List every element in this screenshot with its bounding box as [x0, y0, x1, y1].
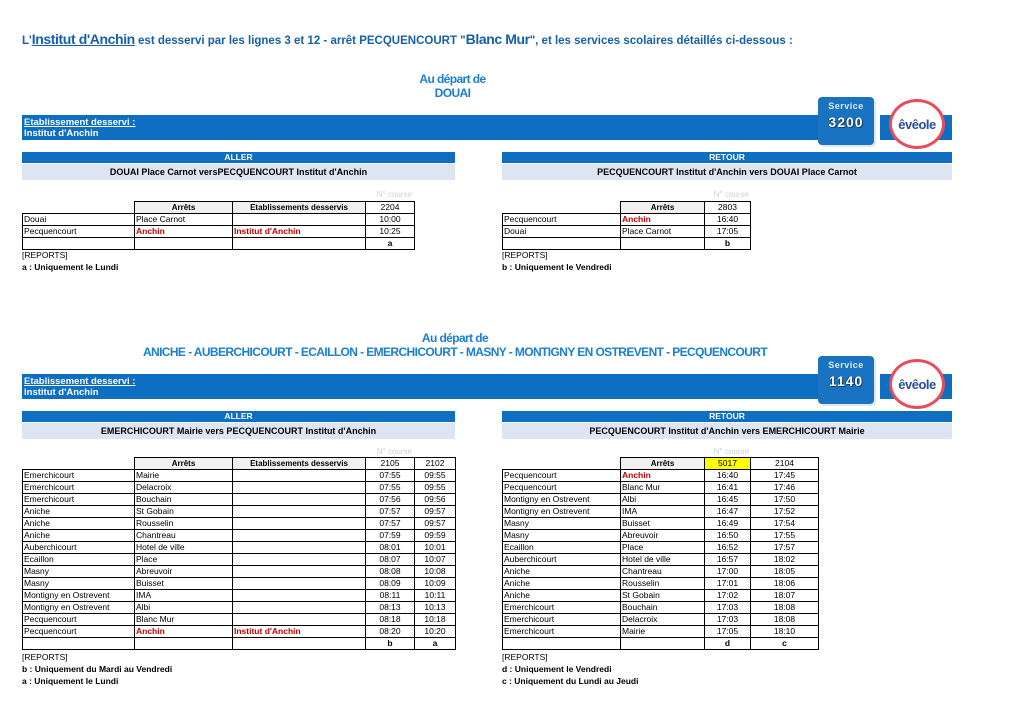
cell-time: 18:08	[751, 614, 819, 626]
note-b: b : Uniquement le Vendredi	[502, 262, 612, 272]
cell-arret: Delacroix	[135, 482, 233, 494]
cell-time: 17:46	[751, 482, 819, 494]
cell-time: 10:01	[415, 542, 456, 554]
blank-cell	[503, 638, 621, 650]
code-row	[503, 238, 751, 250]
col-etab: Etablissements desservis	[233, 202, 366, 214]
cell-commune: Emerchicourt	[503, 602, 621, 614]
retour-header-2	[502, 411, 952, 422]
reports-label: [REPORTS]	[22, 250, 68, 260]
table-row	[503, 482, 819, 494]
blank-cell	[621, 638, 705, 650]
ncourse-text: N° course	[713, 190, 749, 199]
cell-time: 07:57	[366, 506, 415, 518]
blank-cell	[135, 638, 233, 650]
eveole-logo	[889, 99, 945, 149]
cell-time: 17:05	[705, 226, 751, 238]
cell-commune: Emerchicourt	[23, 494, 135, 506]
cell-time: 09:56	[415, 494, 456, 506]
cell-etab: Institut d'Anchin	[233, 626, 366, 638]
departure-city: DOUAI	[434, 86, 471, 100]
cell-time: 09:55	[415, 470, 456, 482]
cell-commune: Douai	[503, 226, 621, 238]
cell-arret: Rousselin	[621, 578, 705, 590]
cell-time: 07:55	[366, 470, 415, 482]
cell-etab	[233, 494, 366, 506]
table-row	[503, 626, 819, 638]
retour-table-2	[502, 457, 819, 650]
cell-etab	[233, 542, 366, 554]
table-row	[23, 554, 456, 566]
cell-arret: Anchin	[135, 626, 233, 638]
table-row	[503, 590, 819, 602]
course-number: 2803	[705, 202, 751, 214]
table-row	[23, 482, 456, 494]
table-row	[23, 614, 456, 626]
cell-time: 09:55	[415, 482, 456, 494]
etablissement-label: Etablissement desservi :	[24, 376, 136, 387]
table-row	[503, 470, 819, 482]
title-school: Institut d'Anchin	[31, 31, 135, 47]
cell-commune: Montigny en Ostrevent	[503, 494, 621, 506]
cell-commune: Aniche	[503, 578, 621, 590]
cell-time: 08:13	[366, 602, 415, 614]
cell-time: 17:01	[705, 578, 751, 590]
cell-time: 16:57	[705, 554, 751, 566]
cell-arret: Bouchain	[621, 602, 705, 614]
ncourse-text: N° course	[376, 190, 412, 199]
cell-time: 16:45	[705, 494, 751, 506]
table-row	[503, 506, 819, 518]
cell-arret: Abreuvoir	[621, 530, 705, 542]
cell-arret: Chantreau	[621, 566, 705, 578]
cell-time: 16:52	[705, 542, 751, 554]
cell-etab	[233, 214, 366, 226]
cell-arret: Place	[135, 554, 233, 566]
table-row	[503, 614, 819, 626]
cell-time: 18:07	[751, 590, 819, 602]
etablissement-bar-1	[22, 115, 818, 140]
service-badge-1140	[818, 356, 874, 404]
cell-commune: Pecquencourt	[23, 626, 135, 638]
cell-commune: Douai	[23, 214, 135, 226]
aller-notes-2	[22, 651, 172, 687]
cell-arret: Place Carnot	[135, 214, 233, 226]
cell-arret: Buisset	[621, 518, 705, 530]
etablissement-label: Etablissement desservi :	[24, 117, 136, 128]
cell-arret: Abreuvoir	[135, 566, 233, 578]
departure-heading-douai	[380, 72, 525, 100]
cell-time: 17:03	[705, 614, 751, 626]
cell-arret: St Gobain	[135, 506, 233, 518]
cell-time: 08:11	[366, 590, 415, 602]
table-row	[23, 602, 456, 614]
cell-etab	[233, 482, 366, 494]
table-row	[23, 578, 456, 590]
aller-header-1	[22, 152, 455, 163]
aller-table-2	[22, 457, 456, 650]
cell-arret: Albi	[621, 494, 705, 506]
table-row	[23, 494, 456, 506]
table-row	[503, 554, 819, 566]
cell-time: 09:57	[415, 506, 456, 518]
eveole-logo	[889, 359, 945, 409]
cell-etab	[233, 506, 366, 518]
table-row	[503, 542, 819, 554]
cell-arret: Anchin	[621, 470, 705, 482]
cell-commune: Montigny en Ostrevent	[23, 602, 135, 614]
cell-commune: Emerchicourt	[23, 470, 135, 482]
cell-time: 16:40	[705, 214, 751, 226]
cell-time: 08:18	[366, 614, 415, 626]
cell-etab	[233, 566, 366, 578]
col-etab: Etablissements desservis	[233, 458, 366, 470]
table-row	[23, 226, 415, 238]
ncourse-text: N° course	[376, 447, 412, 456]
cell-etab	[233, 518, 366, 530]
cell-etab	[233, 590, 366, 602]
note-d: d : Uniquement le Vendredi	[502, 664, 612, 674]
aller-route-2	[22, 423, 455, 439]
cell-time: 10:20	[415, 626, 456, 638]
cell-time: 16:50	[705, 530, 751, 542]
title-suffix: ", et les services scolaires détaillés ci-dessous :	[529, 35, 793, 47]
course-number: 2102	[415, 458, 456, 470]
cell-commune: Montigny en Ostrevent	[23, 590, 135, 602]
cell-code: b	[366, 638, 415, 650]
code-row	[23, 638, 456, 650]
cell-time: 18:10	[751, 626, 819, 638]
cell-time: 17:02	[705, 590, 751, 602]
blank-cell	[503, 458, 621, 470]
cell-time: 07:57	[366, 518, 415, 530]
retour-notes-2	[502, 651, 638, 687]
table-row	[23, 542, 456, 554]
aller-label: ALLER	[224, 411, 253, 421]
cell-etab	[233, 530, 366, 542]
cell-commune: Masny	[23, 566, 135, 578]
cell-arret: Delacroix	[621, 614, 705, 626]
cell-arret: Place Carnot	[621, 226, 705, 238]
title-prefix: L'	[22, 35, 32, 47]
table-row	[23, 506, 456, 518]
service-number: 1140	[828, 373, 864, 389]
course-number: 2204	[366, 202, 415, 214]
retour-header-1	[502, 152, 952, 163]
ncourse-text: N° course	[713, 447, 749, 456]
cell-etab	[233, 602, 366, 614]
retour-table-1	[502, 201, 751, 250]
reports-label: [REPORTS]	[502, 652, 548, 662]
cell-arret: Anchin	[621, 214, 705, 226]
cell-commune: Montigny en Ostrevent	[503, 506, 621, 518]
cell-time: 17:00	[705, 566, 751, 578]
cell-etab: Institut d'Anchin	[233, 226, 366, 238]
table-row	[503, 494, 819, 506]
logo-text: êvêole	[898, 376, 936, 392]
logo-text: êvêole	[898, 116, 936, 132]
cell-time: 17:57	[751, 542, 819, 554]
etablissement-value: Institut d'Anchin	[24, 387, 99, 398]
cell-code: d	[705, 638, 751, 650]
cell-arret: Mairie	[135, 470, 233, 482]
departure-label: Au départ de	[419, 72, 486, 86]
cell-code: c	[751, 638, 819, 650]
course-number: 2104	[751, 458, 819, 470]
cell-arret: Place	[621, 542, 705, 554]
cell-time: 10:13	[415, 602, 456, 614]
blank-cell	[23, 458, 135, 470]
cell-arret: IMA	[135, 590, 233, 602]
cell-time: 07:56	[366, 494, 415, 506]
reports-label: [REPORTS]	[22, 652, 68, 662]
cell-etab	[233, 578, 366, 590]
cell-code: a	[415, 638, 456, 650]
cell-commune: Ecaillon	[503, 542, 621, 554]
retour-label: RETOUR	[709, 411, 745, 421]
cell-commune: Pecquencourt	[503, 470, 621, 482]
cell-time: 17:03	[705, 602, 751, 614]
cell-commune: Aniche	[23, 506, 135, 518]
cell-time: 07:55	[366, 482, 415, 494]
table-row	[503, 602, 819, 614]
cell-time: 17:50	[751, 494, 819, 506]
cell-time: 17:45	[751, 470, 819, 482]
service-badge-3200	[818, 97, 874, 145]
table-row	[23, 470, 456, 482]
cell-commune: Auberchicourt	[23, 542, 135, 554]
cell-arret: Blanc Mur	[135, 614, 233, 626]
cell-time: 10:09	[415, 578, 456, 590]
ncourse-label	[365, 190, 412, 199]
cell-arret: Hotel de ville	[135, 542, 233, 554]
departure-heading-communes	[60, 331, 850, 359]
cell-commune: Emerchicourt	[503, 614, 621, 626]
cell-code: a	[366, 238, 415, 250]
cell-time: 16:47	[705, 506, 751, 518]
reports-label: [REPORTS]	[502, 250, 548, 260]
cell-arret: Mairie	[621, 626, 705, 638]
cell-commune: Pecquencourt	[503, 482, 621, 494]
aller-table-1	[22, 201, 415, 250]
cell-time: 08:01	[366, 542, 415, 554]
cell-commune: Masny	[23, 578, 135, 590]
aller-notes-1	[22, 249, 118, 273]
cell-commune: Emerchicourt	[503, 626, 621, 638]
col-arrets: Arrêts	[621, 458, 705, 470]
cell-commune: Aniche	[23, 518, 135, 530]
cell-arret: Buisset	[135, 578, 233, 590]
cell-time: 17:05	[705, 626, 751, 638]
service-label: Service	[828, 101, 864, 111]
route-label: DOUAI Place Carnot versPECQUENCOURT Institut d'Anchin	[109, 167, 368, 177]
title-middle: est desservi par les lignes 3 et 12 - arrêt PECQUENCOURT "	[134, 35, 466, 47]
etablissement-value: Institut d'Anchin	[24, 128, 99, 139]
cell-time: 16:41	[705, 482, 751, 494]
cell-arret: Bouchain	[135, 494, 233, 506]
retour-notes-1	[502, 249, 612, 273]
cell-time: 17:52	[751, 506, 819, 518]
cell-commune: Pecquencourt	[23, 614, 135, 626]
retour-route-1	[502, 164, 952, 180]
table-row	[503, 214, 751, 226]
table-row	[23, 214, 415, 226]
blank-cell	[233, 638, 366, 650]
route-label: EMERCHICOURT Mairie vers PECQUENCOURT Institut d'Anchin	[100, 426, 377, 436]
cell-time: 08:07	[366, 554, 415, 566]
table-row	[503, 518, 819, 530]
blank-cell	[23, 638, 135, 650]
table-row	[23, 566, 456, 578]
cell-arret: Hotel de ville	[621, 554, 705, 566]
cell-arret: Chantreau	[135, 530, 233, 542]
cell-etab	[233, 554, 366, 566]
table-row	[503, 578, 819, 590]
ncourse-label	[702, 190, 749, 199]
course-number: 5017	[705, 458, 751, 470]
ncourse-label	[702, 447, 749, 456]
etablissement-bar-2	[22, 374, 818, 399]
cell-etab	[233, 614, 366, 626]
table-row	[503, 226, 751, 238]
note-a: a : Uniquement le Lundi	[22, 676, 119, 686]
page-title	[22, 31, 793, 47]
aller-header-2	[22, 411, 455, 422]
cell-arret: Anchin	[135, 226, 233, 238]
table-row	[23, 590, 456, 602]
cell-time: 09:57	[415, 518, 456, 530]
cell-time: 17:55	[751, 530, 819, 542]
aller-route-1	[22, 164, 455, 180]
col-arrets: Arrêts	[621, 202, 705, 214]
cell-commune: Ecaillon	[23, 554, 135, 566]
retour-route-2	[502, 423, 952, 439]
aller-label: ALLER	[224, 152, 253, 162]
cell-commune: Aniche	[503, 566, 621, 578]
cell-arret: Blanc Mur	[621, 482, 705, 494]
cell-time: 10:25	[366, 226, 415, 238]
title-stop: Blanc Mur	[465, 31, 530, 47]
col-arrets: Arrêts	[135, 458, 233, 470]
cell-arret: Albi	[135, 602, 233, 614]
note-b: b : Uniquement du Mardi au Vendredi	[22, 664, 173, 674]
cell-arret: IMA	[621, 506, 705, 518]
cell-time: 18:08	[751, 602, 819, 614]
service-label: Service	[828, 360, 864, 370]
cell-commune: Aniche	[23, 530, 135, 542]
table-row	[23, 626, 456, 638]
note-a: a : Uniquement le Lundi	[22, 262, 119, 272]
route-label: PECQUENCOURT Institut d'Anchin vers DOUAI Place Carnot	[597, 167, 857, 177]
cell-time: 10:18	[415, 614, 456, 626]
cell-time: 07:59	[366, 530, 415, 542]
code-row	[23, 238, 415, 250]
cell-time: 17:54	[751, 518, 819, 530]
cell-commune: Pecquencourt	[23, 226, 135, 238]
cell-time: 18:02	[751, 554, 819, 566]
cell-time: 16:40	[705, 470, 751, 482]
cell-arret: Rousselin	[135, 518, 233, 530]
cell-code: b	[705, 238, 751, 250]
note-c: c : Uniquement du Lundi au Jeudi	[502, 676, 639, 686]
cell-commune: Emerchicourt	[23, 482, 135, 494]
cell-time: 08:09	[366, 578, 415, 590]
table-row	[23, 530, 456, 542]
service-number: 3200	[828, 114, 864, 130]
table-row	[503, 566, 819, 578]
table-row	[503, 530, 819, 542]
cell-time: 10:07	[415, 554, 456, 566]
cell-time: 16:49	[705, 518, 751, 530]
departure-label: Au départ de	[421, 331, 489, 345]
retour-label: RETOUR	[709, 152, 745, 162]
cell-time: 10:08	[415, 566, 456, 578]
table-row	[23, 518, 456, 530]
cell-time: 08:20	[366, 626, 415, 638]
cell-time: 10:00	[366, 214, 415, 226]
course-number: 2105	[366, 458, 415, 470]
col-arrets: Arrêts	[135, 202, 233, 214]
cell-commune: Pecquencourt	[503, 214, 621, 226]
cell-time: 10:11	[415, 590, 456, 602]
cell-time: 09:59	[415, 530, 456, 542]
cell-time: 18:05	[751, 566, 819, 578]
cell-commune: Masny	[503, 530, 621, 542]
ncourse-label	[365, 447, 412, 456]
cell-etab	[233, 470, 366, 482]
cell-time: 18:06	[751, 578, 819, 590]
code-row	[503, 638, 819, 650]
cell-commune: Auberchicourt	[503, 554, 621, 566]
route-label: PECQUENCOURT Institut d'Anchin vers EMERCHICOURT Mairie	[589, 426, 865, 436]
cell-time: 08:08	[366, 566, 415, 578]
cell-commune: Aniche	[503, 590, 621, 602]
cell-arret: St Gobain	[621, 590, 705, 602]
cell-commune: Masny	[503, 518, 621, 530]
departure-city: ANICHE - AUBERCHICOURT - ECAILLON - EMERCHICOURT - MASNY - MONTIGNY EN OSTREVENT - PECQUENCOURT	[142, 345, 768, 359]
